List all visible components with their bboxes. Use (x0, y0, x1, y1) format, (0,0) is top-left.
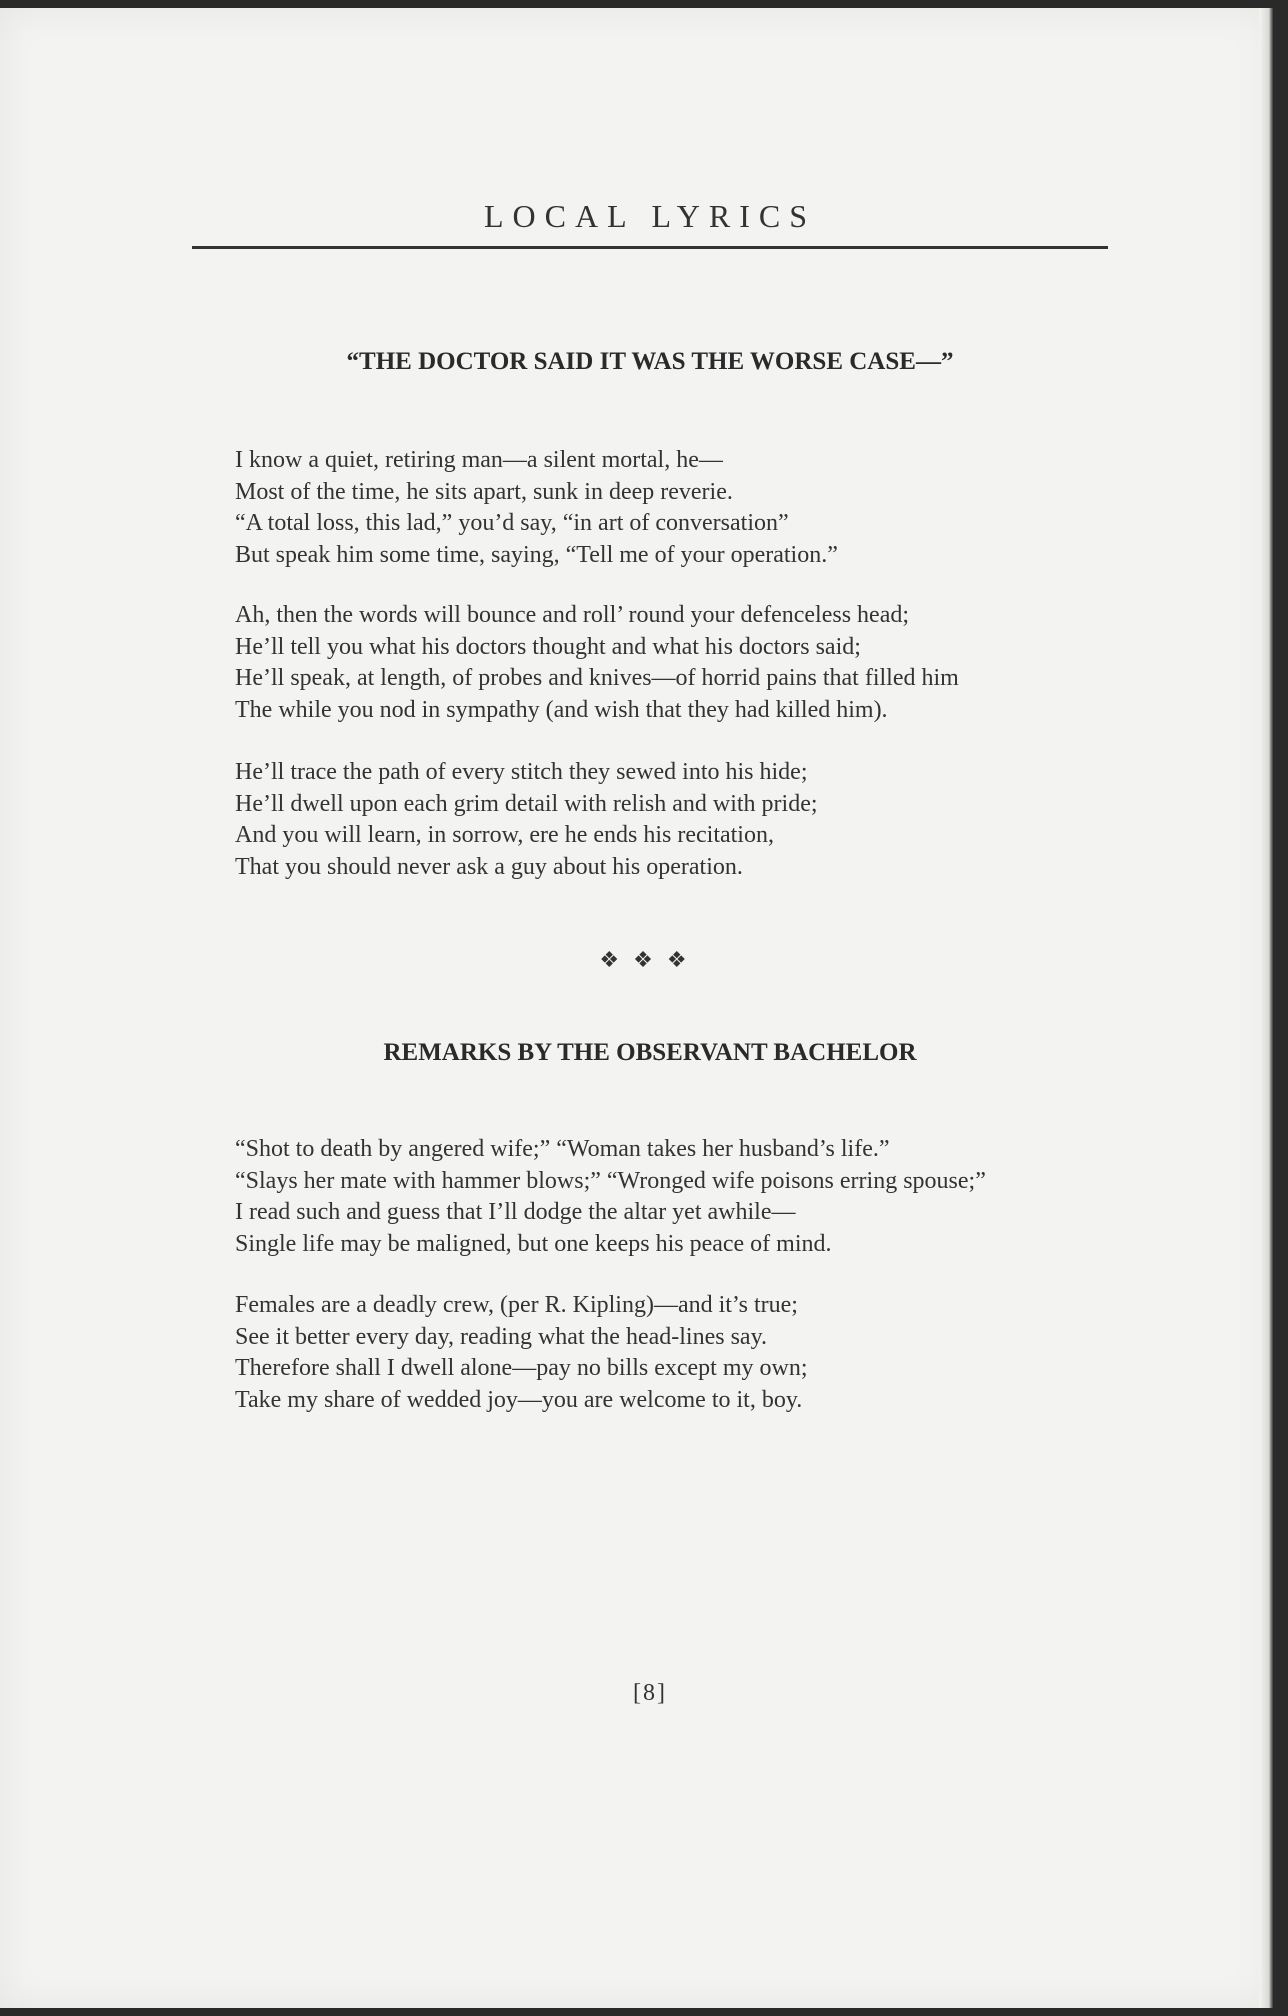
stanza (235, 1290, 1095, 1416)
verse-line: Single life may be maligned, but one keeps his peace of mind. (235, 1230, 832, 1257)
verse-line: That you should never ask a guy about his operation. (235, 853, 743, 880)
ornament-divider: ❖❖❖ (599, 948, 701, 973)
verse-line: Take my share of wedded joy—you are welcome to it, boy. (235, 1386, 803, 1413)
header-rule (192, 246, 1108, 249)
verse-line: “Slays her mate with hammer blows;” “Wronged wife poisons erring spouse;” (235, 1167, 986, 1194)
verse-line: But speak him some time, saying, “Tell me of your operation.” (235, 541, 838, 568)
verse-line: Females are a deadly crew, (per R. Kipling)—and it’s true; (235, 1292, 798, 1318)
poem-title-bachelor: REMARKS BY THE OBSERVANT BACHELOR (383, 1039, 917, 1066)
verse-line: He’ll tell you what his doctors thought and what his doctors said; (235, 633, 861, 660)
stanza (235, 1134, 1095, 1260)
poem-title-doctor: “THE DOCTOR SAID IT WAS THE WORSE CASE—” (346, 348, 954, 375)
verse-line: See it better every day, reading what the head-lines say. (235, 1323, 768, 1350)
verse-line: “Shot to death by angered wife;” “Woman takes her husband’s life.” (235, 1136, 890, 1162)
verse-line: He’ll dwell upon each grim detail with relish and with pride; (235, 790, 818, 817)
verse-line: And you will learn, in sorrow, ere he ends his recitation, (235, 822, 774, 848)
page-edge (1259, 8, 1273, 2008)
stanza (235, 600, 1095, 726)
verse-line: “A total loss, this lad,” you’d say, “in art of conversation” (235, 510, 789, 536)
verse-line: I know a quiet, retiring man—a silent mortal, he— (235, 447, 723, 473)
verse-line: Ah, then the words will bounce and roll’ round your defenceless head; (235, 602, 910, 628)
verse-line: He’ll speak, at length, of probes and knives—of horrid pains that filled him (235, 665, 959, 691)
stanza (235, 445, 1095, 571)
page-number: [8] (633, 1680, 667, 1706)
running-head: LOCAL LYRICS (483, 198, 817, 234)
stanza (235, 757, 1095, 883)
verse-line: Most of the time, he sits apart, sunk in deep reverie. (235, 478, 733, 505)
verse-line: The while you nod in sympathy (and wish that they had killed him). (235, 696, 888, 723)
verse-line: He’ll trace the path of every stitch they sewed into his hide; (235, 759, 808, 785)
verse-line: I read such and guess that I’ll dodge the altar yet awhile— (235, 1199, 796, 1225)
verse-line: Therefore shall I dwell alone—pay no bills except my own; (235, 1355, 808, 1381)
book-page (0, 8, 1273, 2008)
